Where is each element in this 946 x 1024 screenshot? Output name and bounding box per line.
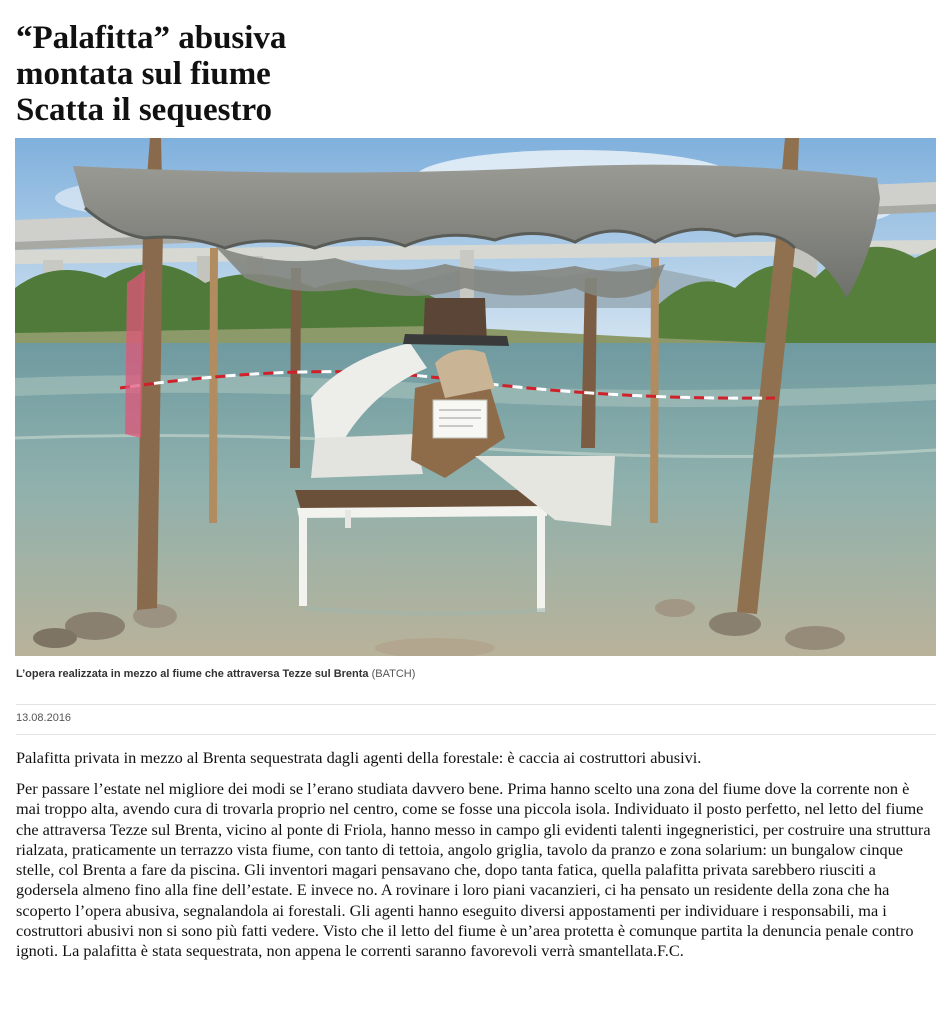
photo-caption	[16, 666, 916, 682]
publish-date: 13.08.2016	[16, 712, 72, 724]
caption-text: L’opera realizzata in mezzo al fiume che attraversa Tezze sul Brenta	[16, 668, 369, 680]
headline-line-1: “Palafitta” abusiva	[16, 20, 287, 56]
article-lead: Palafitta privata in mezzo al Brenta sequestrata dagli agenti della forestale: è caccia ai costruttori abusivi.	[16, 748, 702, 767]
divider-top	[16, 704, 936, 705]
river-structure-illustration	[15, 138, 936, 656]
caption-credit: (BATCH)	[371, 668, 416, 680]
divider-bottom	[16, 734, 936, 735]
headline-line-2: montata sul fiume	[16, 56, 271, 92]
article-headline	[16, 20, 616, 128]
article-photo	[15, 138, 936, 656]
headline-line-3: Scatta il sequestro	[16, 92, 273, 128]
article-body: Per passare l’estate nel migliore dei modi se l’erano studiata davvero bene. Prima hanno scelto una zona del fiume dove la corrente non è mai troppo alta, avendo cura di trovarla proprio nel centro, come se fosse una piccola isola. Individuato il posto perfetto, nel letto del fiume che attraversa Tezze sul Brenta, vicino al ponte di Friola, hanno messo in campo gli evidenti talenti ingegneristici, per costruire una struttura rialzata, praticamente un terrazzo vista fiume, con tanto di tettoia, angolo griglia, tavolo da pranzo e zona solarium: un bungalow cinque stelle, col Brenta a fare da piscina. Gli inventori magari pensavano che, dopo tanta fatica, quella palafitta privata sarebbero riusciti a godersela almeno fino alla fine dell’estate. E invece no. A rovinare i loro piani vacanzieri, ci ha pensato un residente della zona che ha scoperto l’opera abusiva, segnalandola ai forestali. Gli agenti hanno eseguito diversi appostamenti per individuare i responsabili, ma i costruttori abusivi non si sono più fatti vedere. Visto che il letto del fiume è un’area protetta è comunque partita la denuncia penale contro ignoti. La palafitta è stata sequestrata, non appena le correnti saranno favorevoli verrà smantellata.F.C.	[16, 779, 931, 961]
